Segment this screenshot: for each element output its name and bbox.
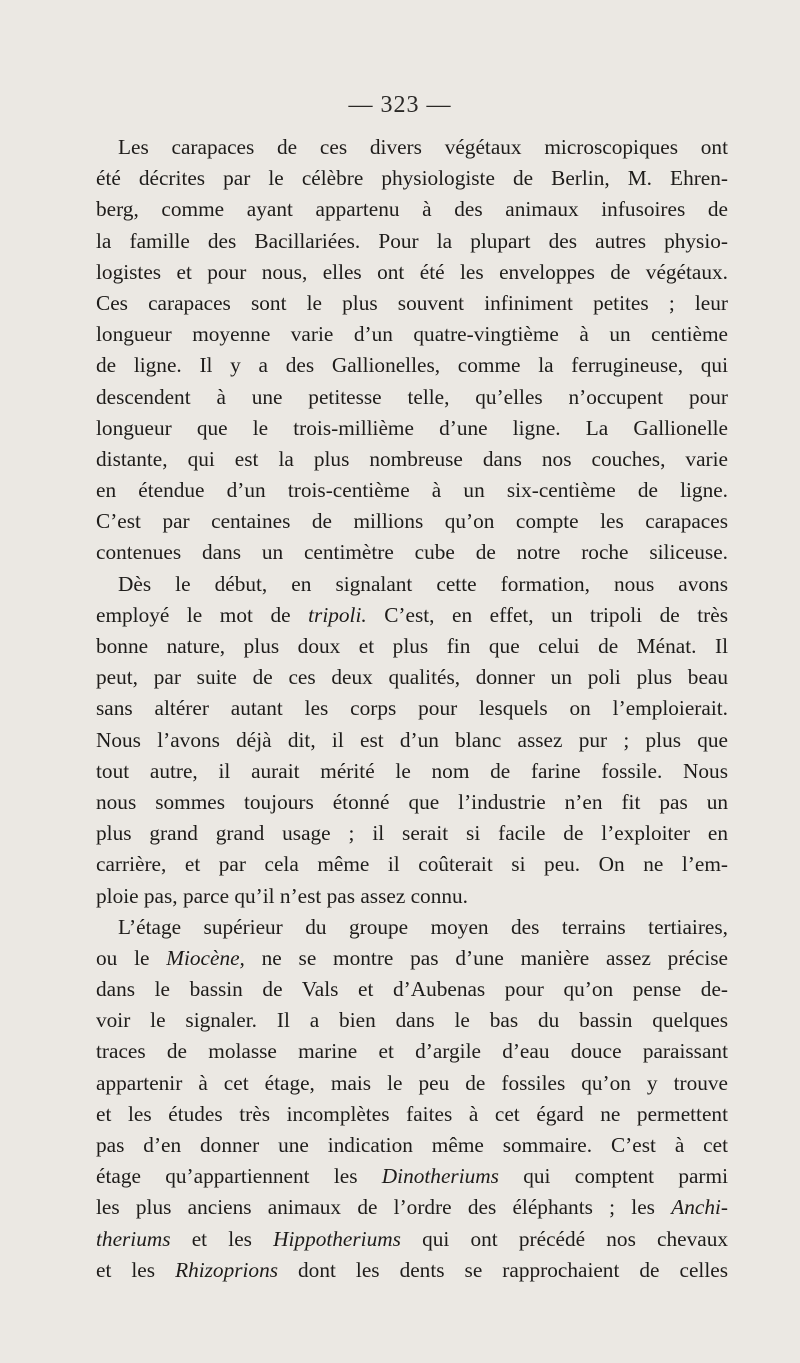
text-run: les plus anciens animaux de l’ordre des éléphants ; les [96, 1195, 672, 1220]
text-run: ploie pas, parce qu’il n’est pas assez connu. [96, 883, 468, 908]
text-run: longueur que le trois-millième d’une ligne. La Gallionelle [96, 415, 728, 440]
text-run: et les études très incomplètes faites à cet égard ne permettent [96, 1101, 728, 1126]
text-run: distante, qui est la plus nombreuse dans nos couches, varie [96, 446, 728, 471]
text-line [96, 600, 728, 631]
text-line [96, 912, 728, 943]
body-text [96, 132, 728, 1286]
text-line [96, 818, 728, 849]
italic-term: tripoli. [308, 602, 367, 627]
text-run: voir le signaler. Il a bien dans le bas du bassin quelques [96, 1008, 728, 1033]
text-line [96, 1068, 728, 1099]
text-run: contenues dans un centimètre cube de notre roche siliceuse. [96, 540, 728, 565]
text-line [96, 1224, 728, 1255]
text-run: en étendue d’un trois-centième à un six-centième de ligne. [96, 478, 728, 503]
text-run: étage qu’appartiennent les [96, 1164, 382, 1189]
text-run: Nous l’avons déjà dit, il est d’un blanc assez pur ; plus que [96, 727, 728, 752]
text-line [96, 506, 728, 537]
text-line [96, 1192, 728, 1223]
text-run: Ces carapaces sont le plus souvent infiniment petites ; leur [96, 290, 728, 315]
text-run: berg, comme ayant appartenu à des animaux infusoires de [96, 197, 728, 222]
text-run: été décrites par le célèbre physiologiste de Berlin, M. Ehren- [96, 166, 728, 191]
text-run: logistes et pour nous, elles ont été les enveloppes de végétaux. [96, 259, 728, 284]
text-run: longueur moyenne varie d’un quatre-vingtième à un centième [96, 322, 728, 347]
text-run: sans altérer autant les corps pour lesquels on l’emploierait. [96, 696, 728, 721]
text-run: dont les dents se rapprochaient de celles [278, 1257, 728, 1282]
text-line [96, 444, 728, 475]
text-run: Dès le début, en signalant cette formation, nous avons [118, 571, 728, 596]
text-line [96, 756, 728, 787]
text-run: Les carapaces de ces divers végétaux microscopiques ont [118, 135, 728, 159]
italic-term: Miocène, [166, 945, 245, 970]
text-line [96, 881, 728, 912]
page-number: — 323 — [348, 92, 452, 118]
text-run: employé le mot de [96, 602, 309, 627]
text-line [96, 1099, 728, 1130]
text-line [96, 631, 728, 662]
text-line [96, 662, 728, 693]
text-line [96, 1036, 728, 1067]
text-line [96, 475, 728, 506]
text-line [96, 849, 728, 880]
text-run: L’étage supérieur du groupe moyen des terrains tertiaires, [118, 914, 728, 939]
text-line [96, 787, 728, 818]
italic-term: Hippotheriums [273, 1226, 401, 1251]
text-line [96, 1255, 728, 1286]
italic-term: Anchi- [671, 1195, 728, 1220]
text-line [96, 569, 728, 600]
text-run: nous sommes toujours étonné que l’industrie n’en fit pas un [96, 789, 728, 814]
text-run: peut, par suite de ces deux qualités, donner un poli plus beau [96, 665, 728, 690]
italic-term: theriums [96, 1226, 171, 1251]
text-line [96, 226, 728, 257]
text-run: qui ont précédé nos chevaux [400, 1226, 728, 1251]
text-line [96, 257, 728, 288]
text-line [96, 1005, 728, 1036]
text-run: C’est par centaines de millions qu’on compte les carapaces [96, 509, 728, 534]
italic-term: Dinotheriums [381, 1164, 499, 1189]
text-line [96, 537, 728, 568]
text-run: bonne nature, plus doux et plus fin que celui de Ménat. Il [96, 634, 728, 658]
text-line [96, 1161, 728, 1192]
italic-term: Rhizoprions [175, 1257, 279, 1282]
text-run: qui comptent parmi [498, 1164, 728, 1189]
text-line [96, 194, 728, 225]
text-run: C’est, en effet, un tripoli de très [366, 602, 728, 627]
text-run: appartenir à cet étage, mais le peu de fossiles qu’on y trouve [96, 1070, 728, 1095]
text-run: dans le bassin de Vals et d’Aubenas pour qu’on pense de- [96, 977, 728, 1002]
text-line [96, 288, 728, 319]
text-line [96, 943, 728, 974]
text-line [96, 725, 728, 756]
text-line [96, 693, 728, 724]
text-line [96, 163, 728, 194]
text-line [96, 974, 728, 1005]
text-run: tout autre, il aurait mérité le nom de farine fossile. Nous [96, 758, 728, 783]
text-run: descendent à une petitesse telle, qu’elles n’occupent pour [96, 384, 728, 409]
text-run: ne se montre pas d’une manière assez précise [244, 945, 728, 970]
text-run: traces de molasse marine et d’argile d’eau douce paraissant [96, 1039, 728, 1064]
text-run: plus grand grand usage ; il serait si facile de l’exploiter en [96, 821, 728, 846]
text-line [96, 319, 728, 350]
text-run: la famille des Bacillariées. Pour la plupart des autres physio- [96, 228, 728, 253]
text-run: de ligne. Il y a des Gallionelles, comme la ferrugineuse, qui [96, 353, 728, 378]
text-line [96, 413, 728, 444]
text-line [96, 132, 728, 163]
text-line [96, 350, 728, 381]
text-run: ou le [96, 945, 167, 970]
text-line [96, 1130, 728, 1161]
text-line [96, 382, 728, 413]
text-run: pas d’en donner une indication même sommaire. C’est à cet [96, 1133, 728, 1157]
text-run: et les [96, 1257, 176, 1282]
text-run: et les [170, 1226, 274, 1251]
text-run: carrière, et par cela même il coûterait si peu. On ne l’em- [96, 852, 728, 877]
